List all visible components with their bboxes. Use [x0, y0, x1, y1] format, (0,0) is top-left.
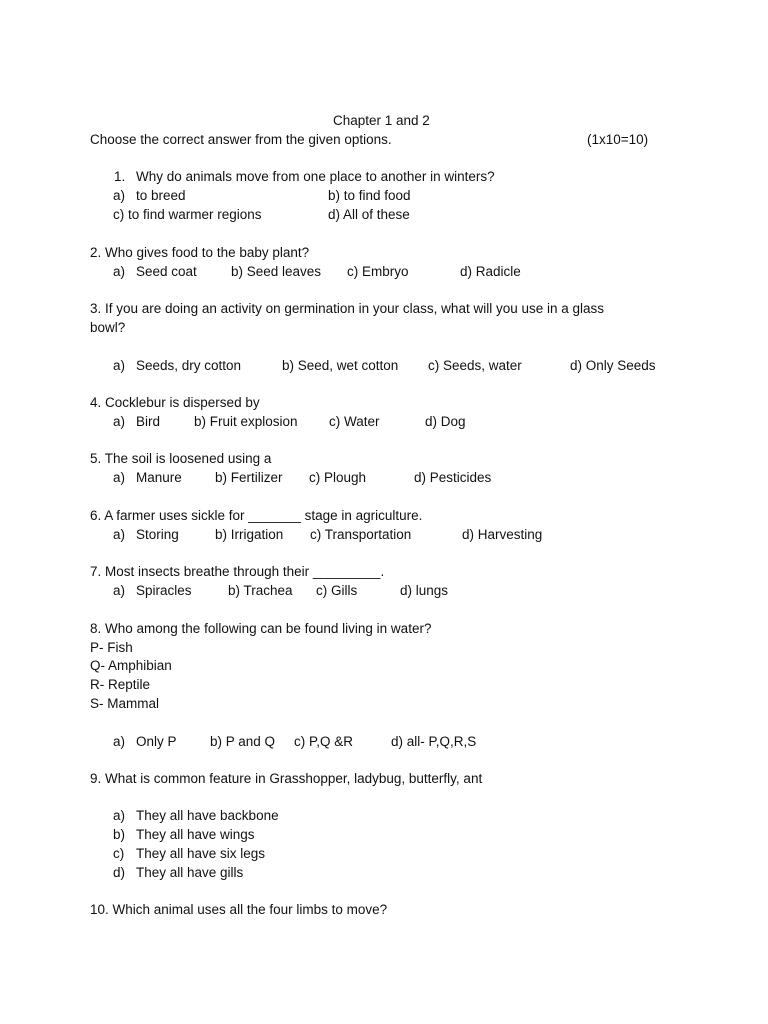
- question-3-text-line2: bowl?: [90, 320, 126, 335]
- question-5-text: 5. The soil is loosened using a: [90, 451, 272, 466]
- q3-option-d: d) Only Seeds: [570, 358, 656, 373]
- q3-option-b: b) Seed, wet cotton: [282, 358, 399, 373]
- question-2-text: 2. Who gives food to the baby plant?: [90, 245, 310, 260]
- q4-option-a-letter: a): [113, 414, 126, 429]
- q5-option-a-letter: a): [113, 470, 126, 485]
- q9-option-c-text: They all have six legs: [136, 846, 266, 861]
- q8-option-d: d) all- P,Q,R,S: [391, 734, 477, 749]
- q9-option-a-letter: a): [113, 808, 126, 823]
- q9-option-d-text: They all have gills: [136, 865, 244, 880]
- q9-option-c-letter: c): [113, 846, 125, 861]
- q4-option-b: b) Fruit explosion: [194, 414, 298, 429]
- q4-option-a-text: Bird: [136, 414, 161, 429]
- q8-option-a-letter: a): [113, 734, 126, 749]
- q3-option-a-text: Seeds, dry cotton: [136, 358, 242, 373]
- q5-option-c: c) Plough: [309, 470, 367, 485]
- q8-item-s: S- Mammal: [90, 696, 160, 711]
- q4-option-d: d) Dog: [425, 414, 466, 429]
- q8-option-c: c) P,Q &R: [294, 734, 354, 749]
- q8-option-a-text: Only P: [136, 734, 177, 749]
- q6-option-a-text: Storing: [136, 527, 179, 542]
- instruction-text: Choose the correct answer from the given options.: [90, 132, 392, 147]
- marks-label: (1x10=10): [587, 132, 649, 147]
- q1-option-d: d) All of these: [328, 207, 410, 222]
- q3-option-a-letter: a): [113, 358, 126, 373]
- q6-option-b: b) Irrigation: [215, 527, 284, 542]
- q8-item-r: R- Reptile: [90, 677, 151, 692]
- q6-option-d: d) Harvesting: [462, 527, 543, 542]
- question-1-number: 1.: [114, 169, 126, 184]
- question-1-text: Why do animals move from one place to another in winters?: [136, 169, 495, 184]
- q6-option-c: c) Transportation: [310, 527, 412, 542]
- q3-option-c: c) Seeds, water: [428, 358, 522, 373]
- question-8-text: 8. Who among the following can be found living in water?: [90, 621, 432, 636]
- q5-option-a-text: Manure: [136, 470, 182, 485]
- question-3-text-line1: 3. If you are doing an activity on germination in your class, what will you use in a glass: [90, 301, 605, 316]
- question-6-text: 6. A farmer uses sickle for _______ stage in agriculture.: [90, 508, 423, 523]
- q4-option-c: c) Water: [329, 414, 380, 429]
- q1-option-a-letter: a): [113, 188, 126, 203]
- q8-item-p: P- Fish: [90, 640, 133, 655]
- q2-option-b: b) Seed leaves: [231, 264, 322, 279]
- q2-option-a-text: Seed coat: [136, 264, 197, 279]
- q8-option-b: b) P and Q: [210, 734, 276, 749]
- q2-option-d: d) Radicle: [460, 264, 521, 279]
- q9-option-b-text: They all have wings: [136, 827, 255, 842]
- question-9-text: 9. What is common feature in Grasshopper, ladybug, butterfly, ant: [90, 771, 483, 786]
- q1-option-c: c) to find warmer regions: [113, 207, 262, 222]
- q9-option-a-text: They all have backbone: [136, 808, 279, 823]
- q9-option-b-letter: b): [113, 827, 126, 842]
- q2-option-c: c) Embryo: [347, 264, 409, 279]
- question-4-text: 4. Cocklebur is dispersed by: [90, 395, 260, 410]
- q9-option-d-letter: d): [113, 865, 126, 880]
- q1-option-b: b) to find food: [328, 188, 411, 203]
- q1-option-a-text: to breed: [136, 188, 186, 203]
- q8-item-q: Q- Amphibian: [90, 658, 172, 673]
- question-7-text: 7. Most insects breathe through their _________.: [90, 564, 385, 579]
- q5-option-d: d) Pesticides: [414, 470, 492, 485]
- q7-option-b: b) Trachea: [228, 583, 293, 598]
- question-10-text: 10. Which animal uses all the four limbs to move?: [90, 902, 388, 917]
- q7-option-d: d) lungs: [400, 583, 449, 598]
- q7-option-a-letter: a): [113, 583, 126, 598]
- q6-option-a-letter: a): [113, 527, 126, 542]
- q7-option-c: c) Gills: [316, 583, 358, 598]
- page-title: Chapter 1 and 2: [333, 113, 430, 128]
- q7-option-a-text: Spiracles: [136, 583, 192, 598]
- q5-option-b: b) Fertilizer: [215, 470, 283, 485]
- q2-option-a-letter: a): [113, 264, 126, 279]
